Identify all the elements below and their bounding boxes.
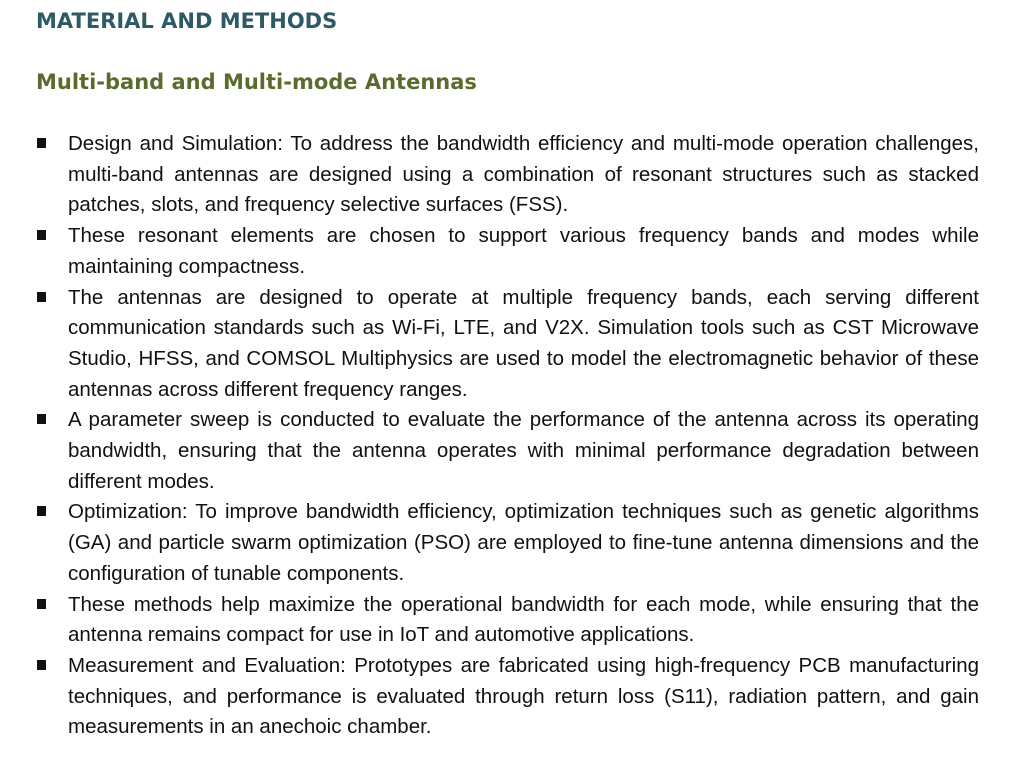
square-bullet-icon bbox=[37, 599, 46, 609]
square-bullet-icon bbox=[37, 292, 46, 302]
bullet-text: A parameter sweep is conducted to evaluate the performance of the antenna across its operating bandwidth, ensuring that the antenna operates with minimal performance degradation between different modes. bbox=[68, 408, 979, 493]
bullet-text: The antennas are designed to operate at multiple frequency bands, each serving different communication standards such as Wi-Fi, LTE, and V2X. Simulation tools such as CST Microwave Studio, HFSS, and COMSOL Multiphysics are used to model the electromagnetic behavior of these antennas across different frequency ranges. bbox=[68, 285, 979, 401]
square-bullet-icon bbox=[37, 138, 46, 148]
square-bullet-icon bbox=[37, 660, 46, 670]
square-bullet-icon bbox=[37, 506, 46, 516]
bullet-item bbox=[36, 497, 979, 589]
bullet-item bbox=[36, 590, 979, 651]
bullet-item bbox=[36, 283, 979, 406]
bullet-text: Measurement and Evaluation: Prototypes are fabricated using high-frequency PCB manufacturing techniques, and performance is evaluated through return loss (S11), radiation pattern, and gain measurements in an anechoic chamber. bbox=[68, 653, 979, 739]
section-heading: MATERIAL AND METHODS bbox=[36, 9, 338, 33]
bullet-item bbox=[36, 405, 979, 497]
bullet-text: Design and Simulation: To address the bandwidth efficiency and multi-mode operation challenges, multi-band antennas are designed using a combination of resonant structures such as stacked patches, slots, and frequency selective surfaces (FSS). bbox=[68, 132, 979, 217]
bullet-item bbox=[36, 651, 979, 743]
subsection-heading: Multi-band and Multi-mode Antennas bbox=[36, 70, 477, 94]
bullet-text: Optimization: To improve bandwidth efficiency, optimization techniques such as genetic algorithms (GA) and particle swarm optimization (PSO) are employed to fine-tune antenna dimensions and the configuration of tunable components. bbox=[68, 500, 979, 585]
bullet-text: These methods help maximize the operational bandwidth for each mode, while ensuring that the antenna remains compact for use in IoT and automotive applications. bbox=[68, 592, 979, 647]
square-bullet-icon bbox=[37, 414, 46, 424]
bullet-item bbox=[36, 129, 979, 221]
square-bullet-icon bbox=[37, 230, 46, 240]
bullet-item bbox=[36, 221, 979, 282]
bullet-list bbox=[36, 129, 979, 743]
bullet-text: These resonant elements are chosen to support various frequency bands and modes while maintaining compactness. bbox=[68, 224, 979, 278]
